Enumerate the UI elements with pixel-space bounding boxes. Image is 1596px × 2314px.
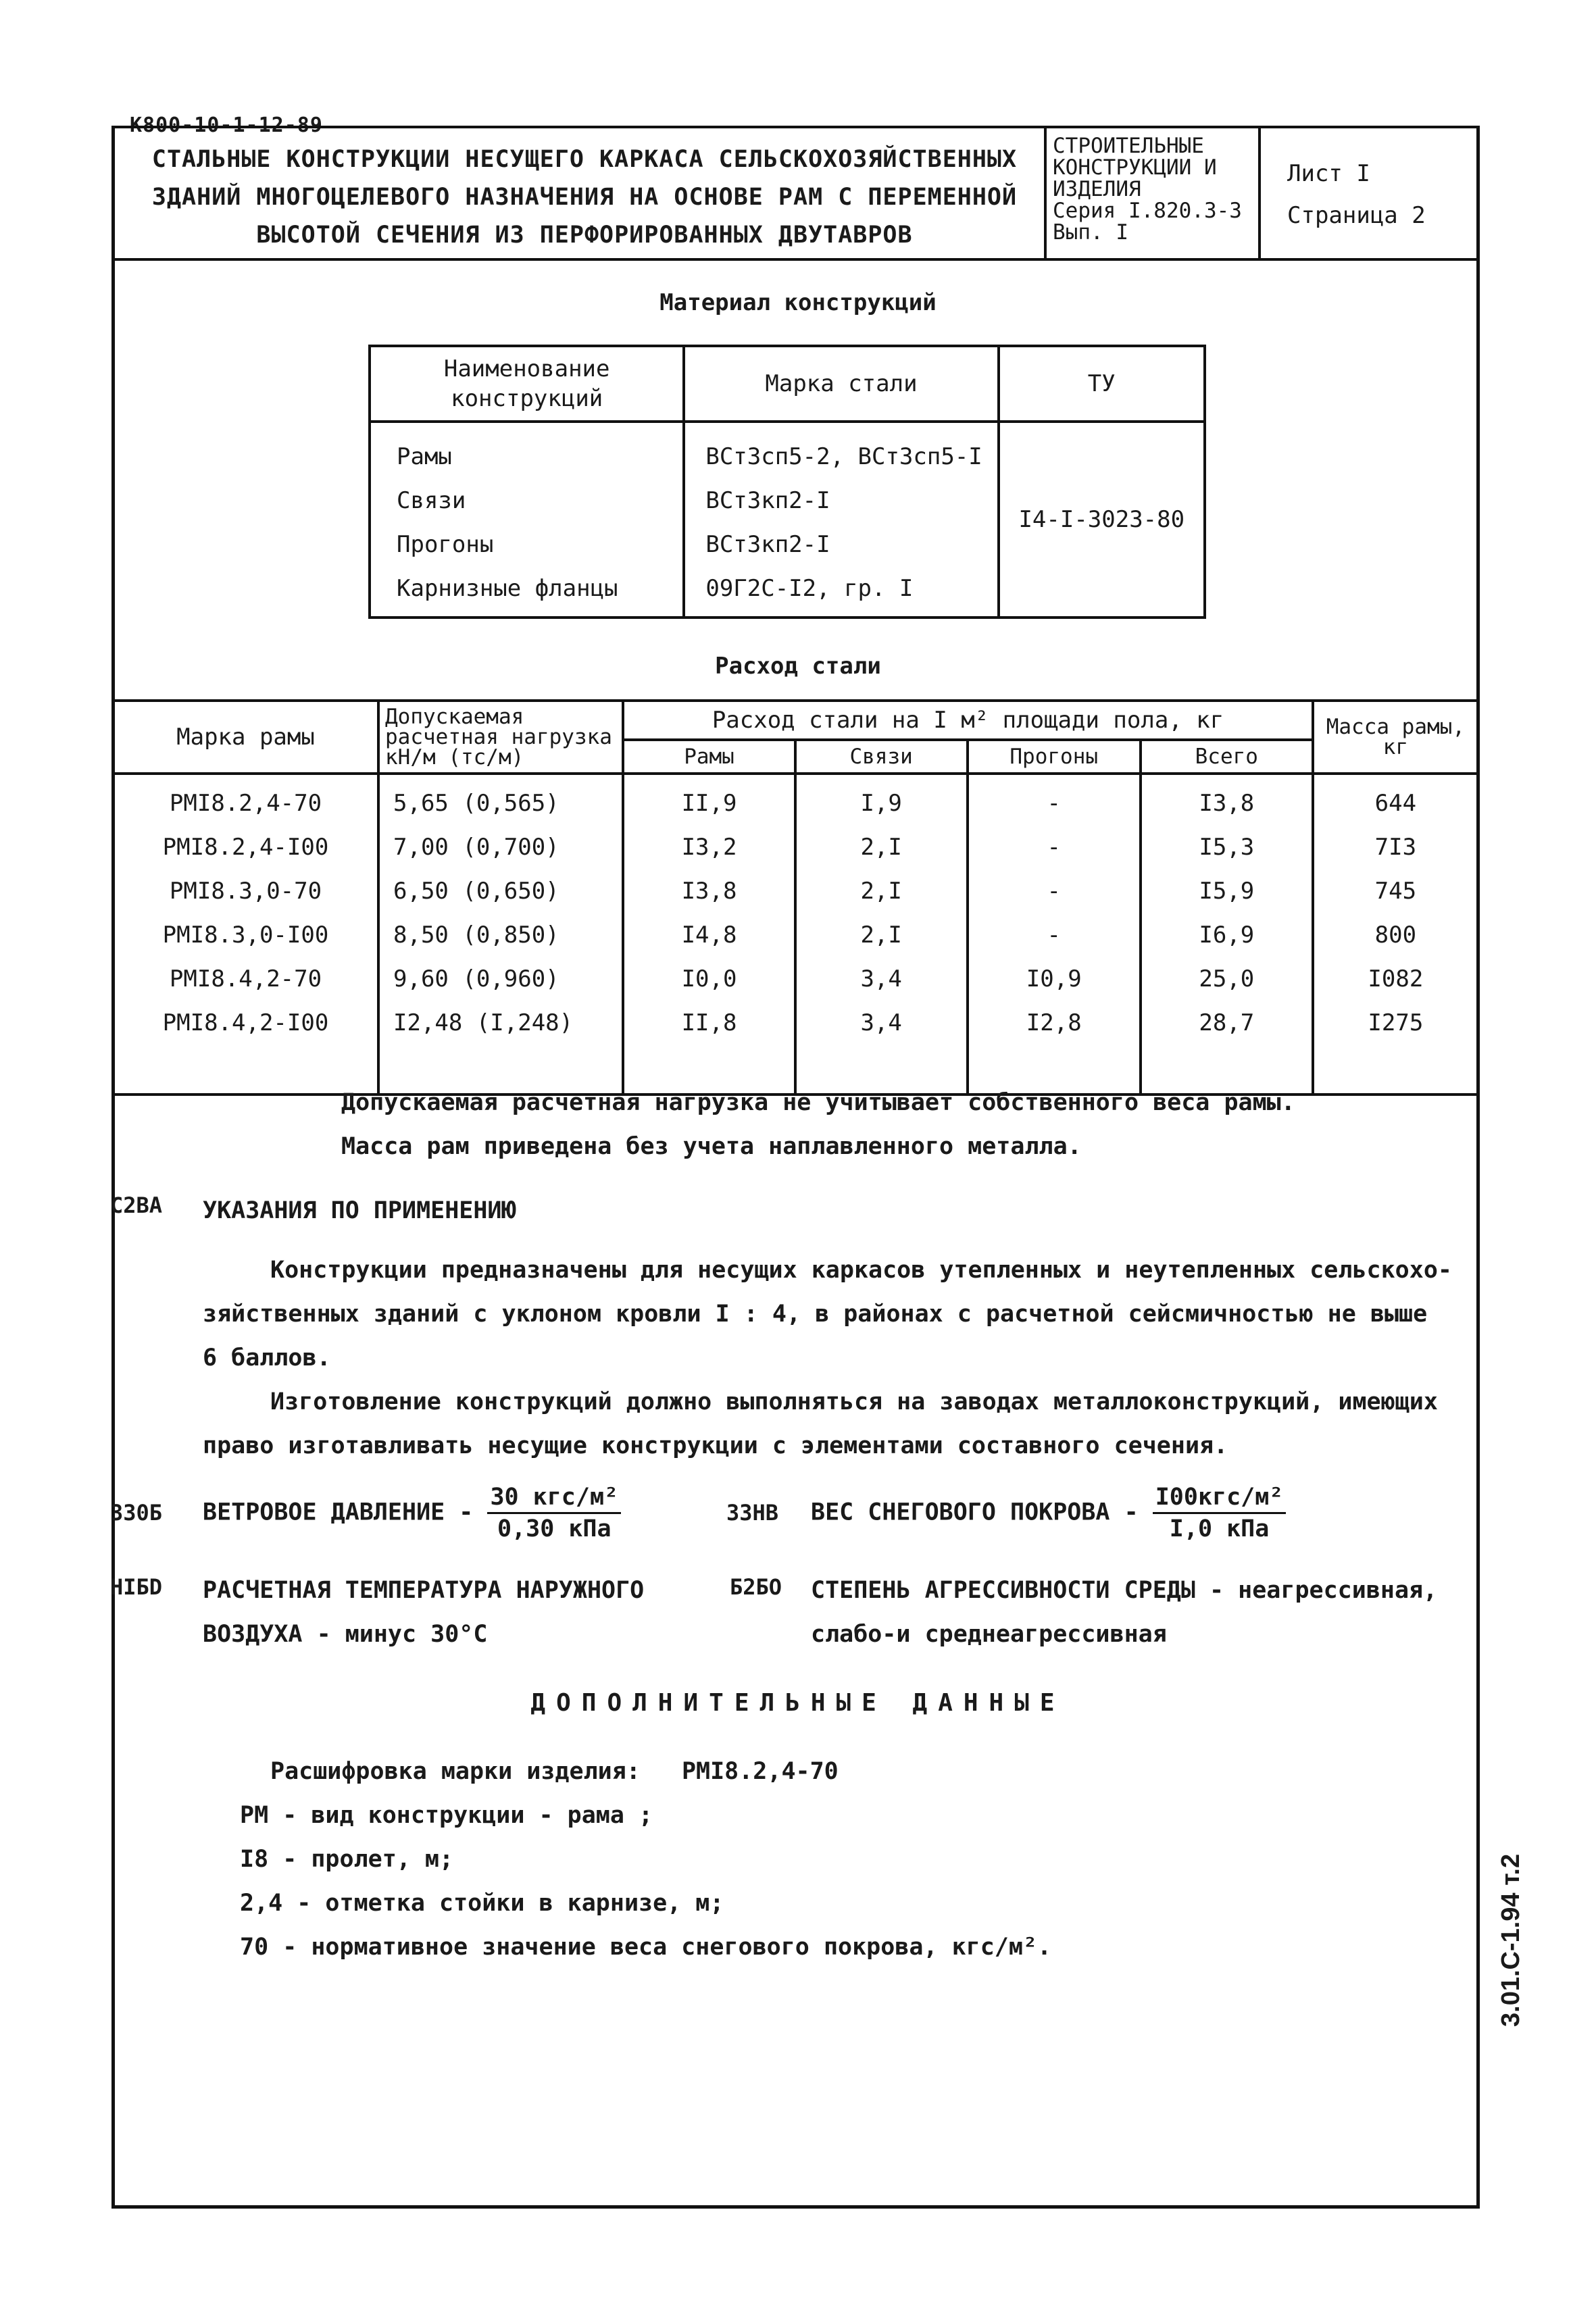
paragraph-line: Конструкции предназначены для несущих каркасов утепленных и неутепленных сельскохо- [270,1257,1452,1284]
col-mass [1313,774,1478,1095]
decode-item: I8 - пролет, м; [240,1846,454,1873]
material-row-steel: ВСт3кп2-I [705,531,830,558]
aggr-line: слабо-и среднеагрессивная [811,1621,1167,1648]
table-cell: РМI8.3,0-70 [169,878,322,905]
header-steel-grade: Марка стали [684,346,998,422]
temp-line: ВОЗДУХА - минус 30°С [203,1621,488,1648]
header-frames: Рамы [623,740,795,774]
header-construction: Наименование конструкций [370,346,684,422]
application-paragraph [203,1249,1452,1468]
table-cell: I6,9 [1199,922,1255,949]
sheet-number: Лист I [1287,160,1370,187]
table-cell: I3,8 [681,878,737,905]
paragraph-line: право изготавливать несущие конструкции с элементами составного сечения. [203,1432,1228,1459]
table-cell: - [1047,790,1061,817]
table-cell: I0,0 [681,965,737,992]
title-line: СТАЛЬНЫЕ КОНСТРУКЦИИ НЕСУЩЕГО КАРКАСА СЕЛЬСКОХОЗЯЙСТВЕННЫХ [151,146,1018,173]
table-cell: 9,60 (0,960) [393,965,559,992]
table-cell: 2,I [860,922,902,949]
snow-label: ВЕС СНЕГОВОГО ПОКРОВА - [811,1499,1139,1526]
paragraph-line: Изготовление конструкций должно выполняться на заводах металлоконструкций, имеющих [270,1388,1438,1415]
table-cell: II,8 [681,1009,737,1036]
construction-names [370,422,684,618]
extra-heading: ДОПОЛНИТЕЛЬНЫЕ ДАННЫЕ [530,1689,1066,1717]
col-mark [113,774,378,1095]
aggr-code: Б2БО [730,1574,782,1600]
table-cell: I275 [1368,1009,1424,1036]
material-row-steel: ВСт3сп5-2, ВСт3сп5-I [705,443,982,470]
col-frames [623,774,795,1095]
snow-value [1153,1482,1287,1544]
table-cell: I3,8 [1199,790,1255,817]
application-heading: УКАЗАНИЯ ПО ПРИМЕНЕНИЮ [203,1197,516,1224]
document-title [135,141,1034,254]
table-cell: I,9 [860,790,902,817]
material-row-name: Прогоны [397,531,494,558]
note-mass: Масса рам приведена без учета наплавленного металла. [341,1133,1082,1160]
decode-item: 2,4 - отметка стойки в карнизе, м; [240,1890,724,1917]
table-cell: РМI8.4,2-I00 [162,1009,329,1036]
decode-item: РМ - вид конструкции - рама ; [240,1802,653,1829]
col-total [1141,774,1313,1095]
snow-den: I,0 кПа [1169,1515,1270,1542]
decode-item: 70 - нормативное значение веса снегового покрова, кгс/м². [240,1934,1052,1961]
title-block-divider [1258,126,1261,261]
paragraph-line: зяйственных зданий с уклоном кровли I : 4, в районах с расчетной сейсмичностью не выше [203,1301,1428,1328]
note-load: Допускаемая расчетная нагрузка не учитывает собственного веса рамы. [341,1089,1295,1116]
wind-num: 30 кгс/м² [487,1482,621,1514]
table-cell: РМI8.2,4-I00 [162,834,329,861]
wind-label: ВЕТРОВОЕ ДАВЛЕНИЕ - [203,1499,474,1526]
table-cell: 800 [1374,922,1417,949]
col-purlins [968,774,1141,1095]
table-cell: I3,2 [681,834,737,861]
table-cell: I5,3 [1199,834,1255,861]
table-cell: - [1047,834,1061,861]
material-row-name: Карнизные фланцы [397,575,618,602]
mark-decoding [270,1750,839,1794]
document-code: К800-10-1-12-89 [130,114,323,137]
paragraph-line: 6 баллов. [203,1344,331,1372]
materials-table [368,345,1206,619]
material-row-name: Рамы [397,443,452,470]
wind-code: 330Б [110,1500,163,1526]
header-frame-mark: Марка рамы [113,701,378,774]
table-cell: - [1047,878,1061,905]
tu-value: I4-I-3023-80 [999,422,1205,618]
table-cell: 3,4 [860,965,902,992]
category-line: КОНСТРУКЦИИ И [1053,155,1217,180]
title-line: ЗДАНИЙ МНОГОЦЕЛЕВОГО НАЗНАЧЕНИЯ НА ОСНОВЕ РАМ С ПЕРЕМЕННОЙ [151,184,1018,211]
section-code: C2ВА [110,1192,163,1218]
aggr-line: СТЕПЕНЬ АГРЕССИВНОСТИ СРЕДЫ - неагрессивная, [811,1577,1438,1604]
table-cell: 3,4 [860,1009,902,1036]
decode-label: Расшифровка марки изделия: [270,1758,641,1785]
material-row-steel: 09Г2С-I2, гр. I [705,575,914,602]
wind-den: 0,30 кПа [497,1515,612,1542]
snow-load [811,1482,1286,1544]
table-cell: 745 [1374,878,1417,905]
table-cell: II,9 [681,790,737,817]
wind-value [487,1482,621,1544]
side-stamp: 3.01.С-1.94 т.2 [1497,1853,1525,2027]
materials-heading: Материал конструкций [659,289,937,316]
title-block-divider [1044,126,1047,261]
table-cell: 2,I [860,834,902,861]
design-temperature [203,1569,644,1657]
table-cell: I0,9 [1026,965,1082,992]
material-row-name: Связи [397,487,466,514]
table-cell: 28,7 [1199,1009,1255,1036]
table-cell: I4,8 [681,922,737,949]
header-steel-per-m2: Расход стали на I м² площади пола, кг [623,701,1312,740]
table-cell: I2,48 (I,248) [393,1009,574,1036]
steel-use-heading: Расход стали [715,653,881,680]
temp-line: РАСЧЕТНАЯ ТЕМПЕРАТУРА НАРУЖНОГО [203,1577,645,1604]
table-cell: - [1047,922,1061,949]
material-row-steel: ВСт3кп2-I [705,487,830,514]
header-allowed-load: Допускаемая расчетная нагрузка кН/м (тс/м) [378,701,623,774]
snow-code: 33НВ [726,1500,779,1526]
table-cell: I5,9 [1199,878,1255,905]
snow-num: I00кгс/м² [1153,1482,1287,1514]
category-line: СТРОИТЕЛЬНЫЕ [1053,134,1204,158]
series-info [1053,135,1255,243]
table-cell: 7I3 [1374,834,1417,861]
decode-mark: РМI8.2,4-70 [681,1758,839,1785]
category-line: Серия I.820.3-3 [1053,199,1242,223]
header-purlins: Прогоны [968,740,1141,774]
table-cell: 7,00 (0,700) [393,834,559,861]
temp-code: НIБD [110,1574,163,1600]
table-cell: 2,I [860,878,902,905]
environment-aggressiveness [811,1569,1437,1657]
steel-use-table [111,699,1480,1096]
table-cell: РМI8.4,2-70 [169,965,322,992]
decode-list [240,1794,1051,1969]
header-ties: Связи [795,740,968,774]
table-cell: 644 [1374,790,1417,817]
category-line: ИЗДЕЛИЯ [1053,177,1141,201]
table-cell: РМI8.3,0-I00 [162,922,329,949]
page-number: Страница 2 [1287,202,1426,229]
col-load [378,774,623,1095]
col-ties [795,774,968,1095]
wind-pressure [203,1482,621,1544]
table-cell: 8,50 (0,850) [393,922,559,949]
table-cell: I2,8 [1026,1009,1082,1036]
table-cell: 25,0 [1199,965,1255,992]
table-cell: I082 [1368,965,1424,992]
table-cell: РМI8.2,4-70 [169,790,322,817]
header-total: Всего [1141,740,1313,774]
header-frame-mass: Масса рамы, кг [1313,701,1478,774]
category-line: Вып. I [1053,220,1128,245]
title-line: ВЫСОТОЙ СЕЧЕНИЯ ИЗ ПЕРФОРИРОВАННЫХ ДВУТАВРОВ [256,222,913,249]
header-tu: ТУ [999,346,1205,422]
steel-grades [684,422,998,618]
table-cell: 6,50 (0,650) [393,878,559,905]
table-cell: 5,65 (0,565) [393,790,559,817]
sheet-info [1287,153,1426,236]
